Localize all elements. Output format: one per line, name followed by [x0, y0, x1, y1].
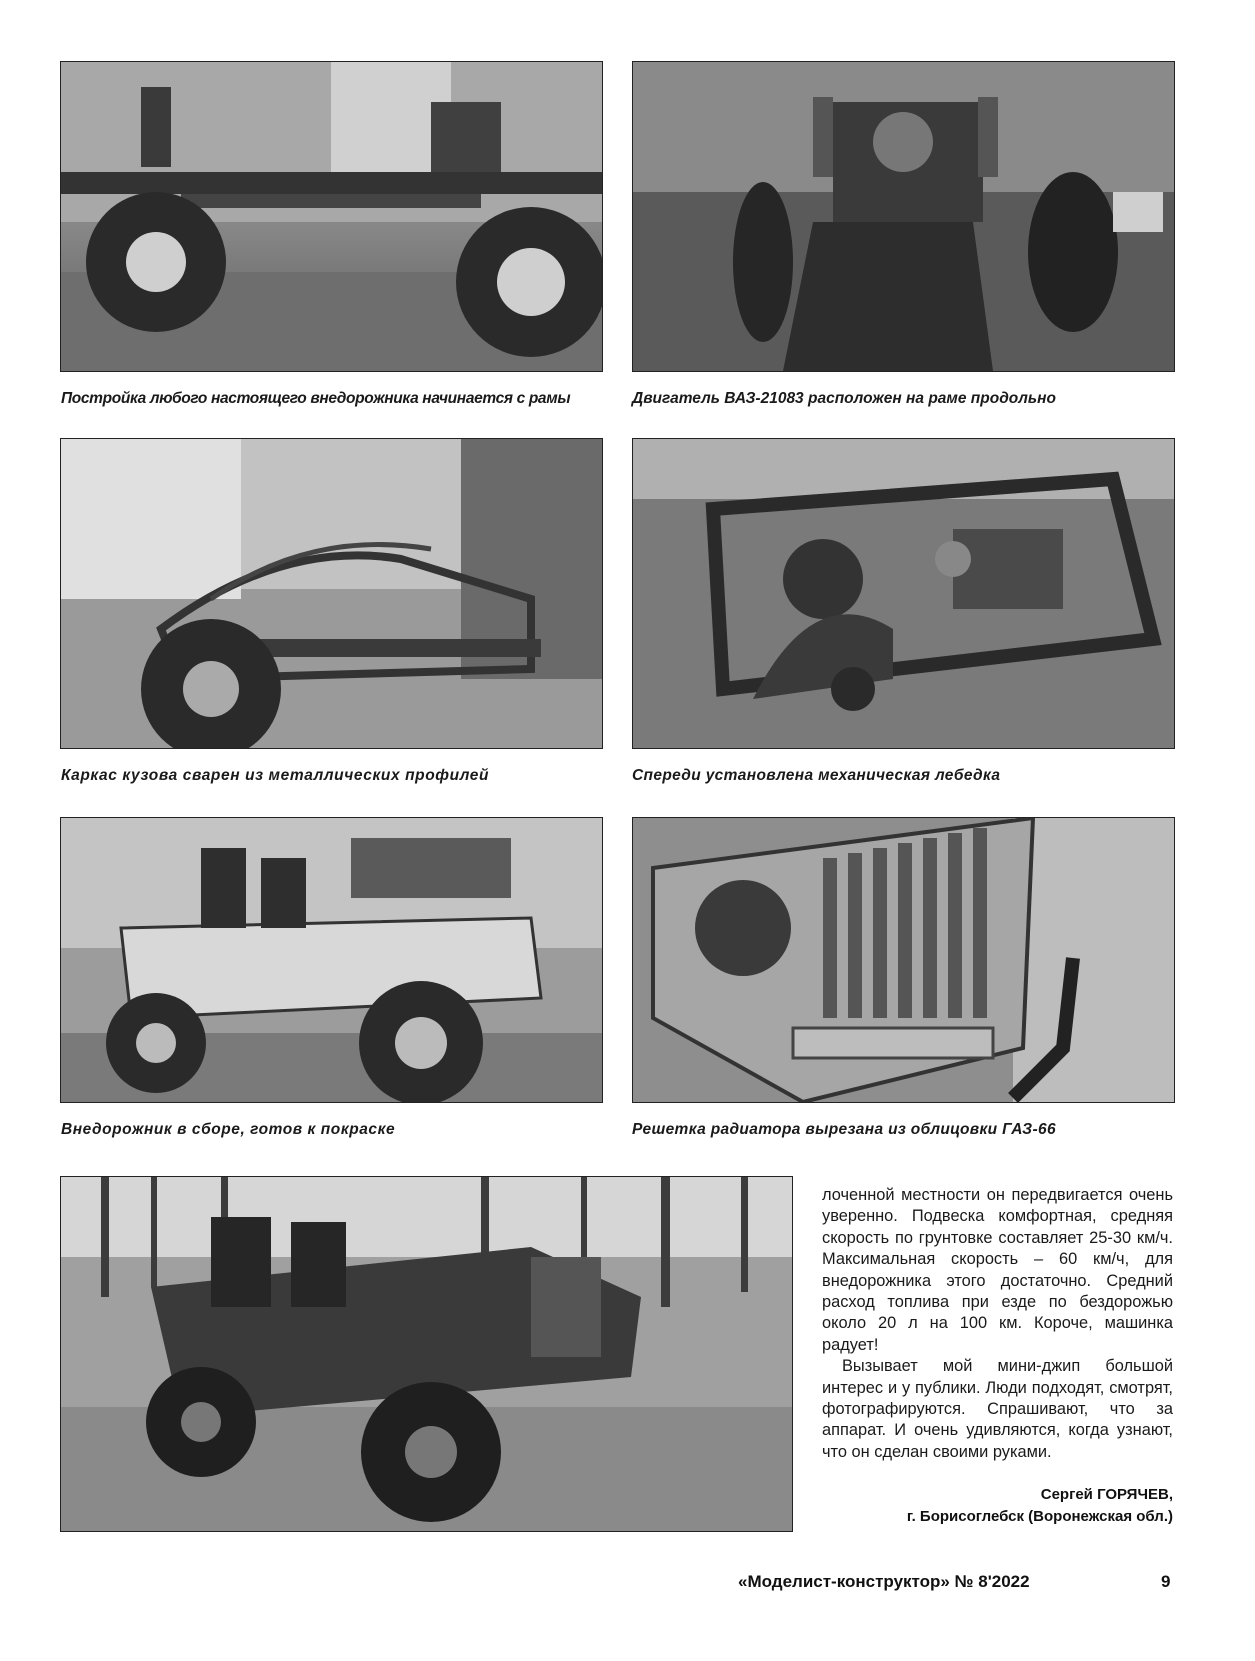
- photo-frame-chassis: [60, 61, 603, 372]
- photo-caption: Спереди установлена механическая лебедка: [632, 767, 1001, 784]
- photo-frame-assembled: [60, 817, 603, 1103]
- photo-frame-winch: [632, 438, 1175, 749]
- photo-caption: Каркас кузова сварен из металлических профилей: [61, 767, 490, 784]
- article-text: [822, 1185, 1173, 1463]
- article-paragraph: Вызывает мой мини-джип большой интерес и у публики. Люди подходят, смотрят, фотографируются. Спрашивают, что за аппарат. И очень удивляются, когда узнают, что он сделан своими руками.: [822, 1357, 1173, 1461]
- photo-caption: Постройка любого настоящего внедорожника начинается с рамы: [61, 390, 571, 407]
- magazine-title: «Моделист-конструктор» № 8'2022: [738, 1572, 1030, 1591]
- photo-finished-jeep: [60, 1176, 793, 1532]
- photo-caption: Решетка радиатора вырезана из облицовки ГАЗ-66: [632, 1121, 1056, 1138]
- author-location: г. Борисоглебск (Воронежская обл.): [906, 1508, 1173, 1525]
- article-paragraph: лоченной местности он передвигается очень уверенно. Подвеска комфортная, средняя скорость по грунтовке составляет 25-30 км/ч. Максимальная скорость – 60 км/ч, для внедорожника этого достаточно. Средний расход топлива при езде по бездорожью около 20 л на 100 км. Короче, машинка радует!: [822, 1186, 1173, 1354]
- photo-frame-engine: [632, 61, 1175, 372]
- photo-frame-body-frame: [60, 438, 603, 749]
- photo-caption: Внедорожник в сборе, готов к покраске: [61, 1121, 396, 1138]
- photo-caption: Двигатель ВАЗ-21083 расположен на раме продольно: [632, 390, 1056, 407]
- author-name: Сергей ГОРЯЧЕВ,: [1040, 1486, 1173, 1503]
- page-number: 9: [1161, 1572, 1171, 1591]
- photo-frame-grille: [632, 817, 1175, 1103]
